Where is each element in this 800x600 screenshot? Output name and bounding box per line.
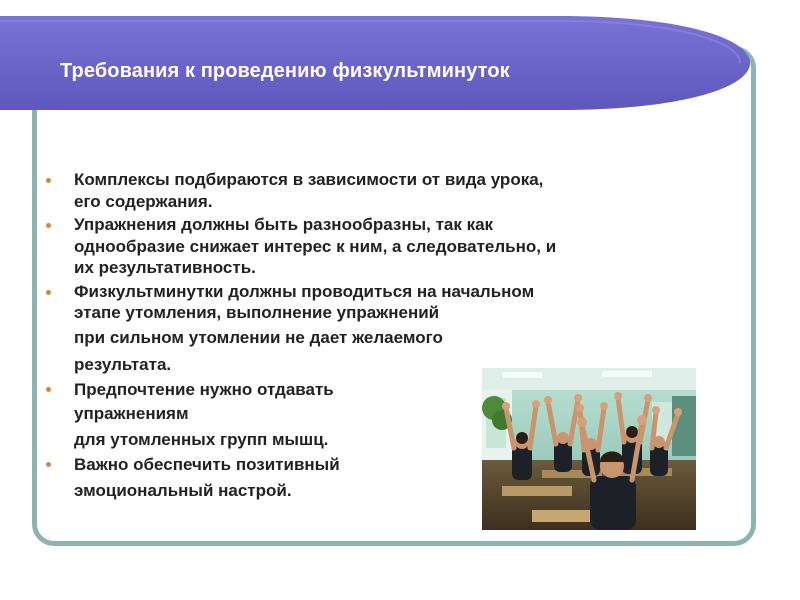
bullet-line: его содержания. (74, 191, 213, 211)
bullet-line: их результативность. (74, 258, 256, 277)
bullet-dot-icon (46, 462, 51, 467)
bullet-dot-icon (46, 290, 51, 295)
bullet-line: Упражнения должны быть разнообразны, так как (74, 215, 494, 234)
bullet-line: однообразие снижает интерес к ним, а следовательно, и (74, 236, 557, 256)
title-banner (0, 16, 750, 110)
bullet-line: упражнениям (74, 403, 189, 423)
bullet-continuation: эмоциональный настрой. (74, 480, 292, 500)
bullet-dot-icon (46, 223, 51, 228)
bullet-line: Комплексы подбираются в зависимости от вида урока, (74, 170, 544, 189)
bullet-line: Предпочтение нужно отдавать (74, 379, 334, 399)
slide-title: Требования к проведению физкультминуток (60, 60, 510, 82)
bullet-dot-icon (46, 387, 51, 392)
bullet-line: Физкультминутки должны проводиться на начальном (74, 281, 535, 301)
bullet-continuation: результата. (74, 354, 172, 374)
bullet-dot-icon (46, 178, 51, 183)
bullet-continuation: при сильном утомлении не дает желаемого (74, 327, 443, 347)
classroom-photo (482, 368, 696, 530)
bullet-item (46, 281, 736, 324)
bullet-line: этапе утомления, выполнение упражнений (74, 303, 440, 322)
bullet-item (46, 214, 736, 279)
bullet-line: Важно обеспечить позитивный (74, 454, 340, 474)
bullet-item (46, 169, 736, 212)
bullet-continuation: для утомленных групп мышц. (74, 429, 329, 449)
